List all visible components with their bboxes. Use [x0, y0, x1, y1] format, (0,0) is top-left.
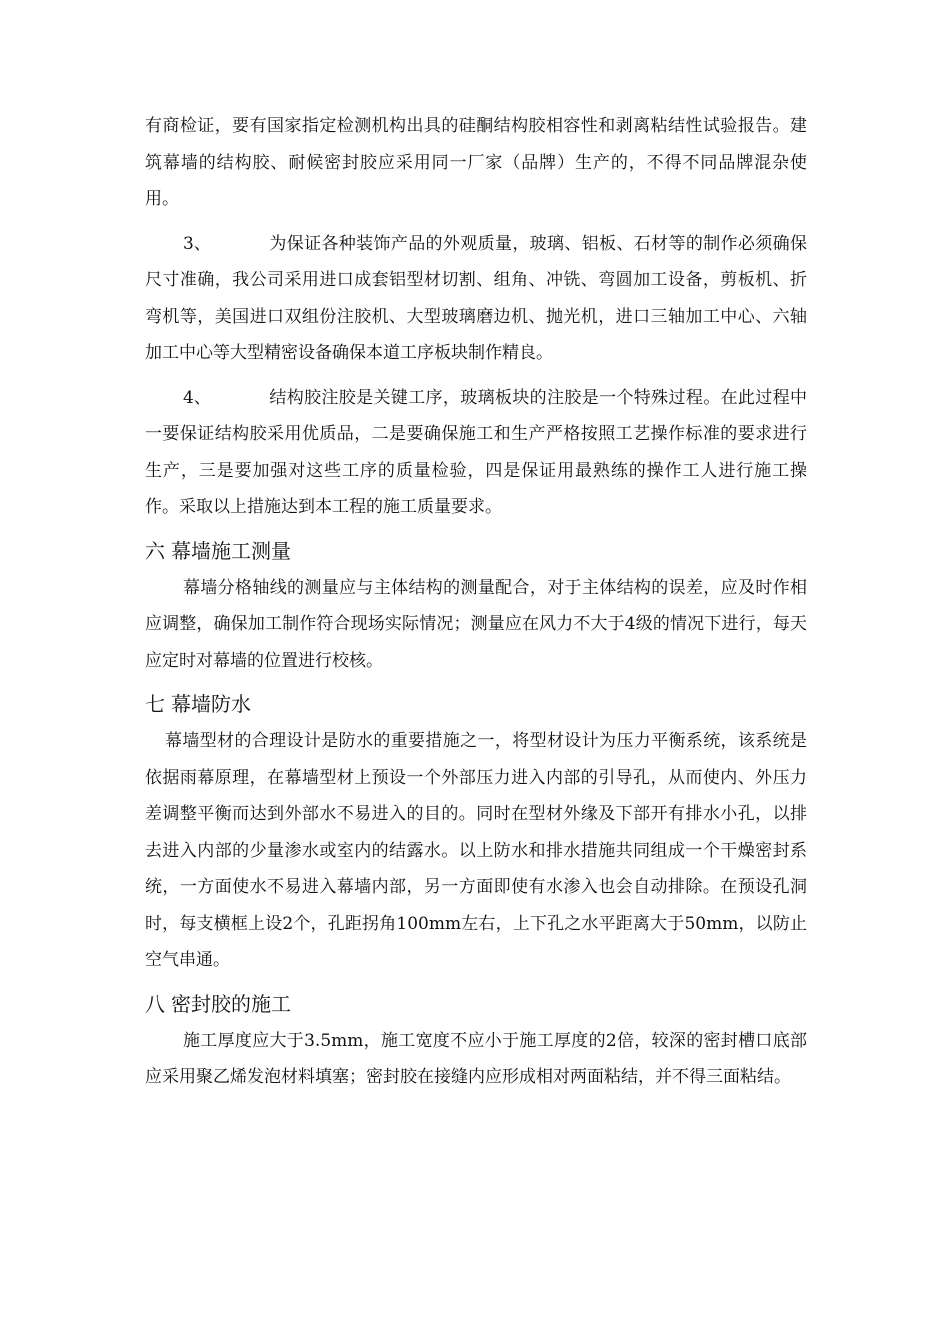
section-8-heading	[145, 989, 807, 1019]
item-4-text: 结构胶注胶是关键工序，玻璃板块的注胶是一个特殊过程。在此过程中一要保证结构胶采用优质品，二是要确保施工和生产严格按照工艺操作标准的要求进行生产，三是要加强对这些工序的质量检验，四是保证用最熟练的操作工人进行施工操作。采取以上措施达到本工程的施工质量要求。	[145, 387, 807, 517]
intro-paragraph: 有商检证，要有国家指定检测机构出具的硅酮结构胶相容性和剥离粘结性试验报告。建筑幕墙的结构胶、耐候密封胶应采用同一厂家（品牌）生产的，不得不同品牌混杂使用。	[145, 116, 807, 209]
item-3-paragraph	[145, 226, 807, 372]
section-8-title: 密封胶的施工	[171, 991, 291, 1016]
item-3-text: 为保证各种装饰产品的外观质量，玻璃、铝板、石材等的制作必须确保尺寸准确，我公司采用进口成套铝型材切割、组角、冲铣、弯圆加工设备，剪板机、折弯机等，美国进口双组份注胶机、大型玻璃磨边机、抛光机，进口三轴加工中心、六轴加工中心等大型精密设备确保本道工序板块制作精良。	[145, 233, 807, 363]
section-7-paragraph: 幕墙型材的合理设计是防水的重要措施之一，将型材设计为压力平衡系统，该系统是依据雨幕原理，在幕墙型材上预设一个外部压力进入内部的引导孔，从而使内、外压力差调整平衡而达到外部水不易进入的目的。同时在型材外缘及下部开有排水小孔，以排去进入内部的少量渗水或室内的结露水。以上防水和排水措施共同组成一个干燥密封系统，一方面使水不易进入幕墙内部，另一方面即使有水渗入也会自动排除。在预设孔洞时，每支横框上设2个，孔距拐角100mm左右，上下孔之水平距离大于50mm，以防止空气串通。	[145, 731, 807, 970]
section-8-number: 八	[145, 991, 165, 1016]
section-6-title: 幕墙施工测量	[171, 538, 291, 563]
item-3-number: 3、	[183, 233, 211, 254]
item-4-paragraph	[145, 380, 807, 526]
document-page	[145, 108, 807, 1096]
item-4-number: 4、	[183, 387, 211, 408]
section-6-paragraph: 幕墙分格轴线的测量应与主体结构的测量配合，对于主体结构的误差，应及时作相应调整，确保加工制作符合现场实际情况；测量应在风力不大于4级的情况下进行，每天应定时对幕墙的位置进行校核。	[145, 577, 807, 671]
section-6-heading	[145, 536, 807, 566]
section-7-heading	[145, 689, 807, 719]
section-7-title: 幕墙防水	[171, 692, 251, 716]
section-7-number: 七	[145, 692, 165, 716]
section-8-paragraph: 施工厚度应大于3.5mm，施工宽度不应小于施工厚度的2倍，较深的密封槽口底部应采用聚乙烯发泡材料填塞；密封胶在接缝内应形成相对两面粘结，并不得三面粘结。	[145, 1030, 807, 1087]
section-6-number: 六	[145, 538, 165, 563]
